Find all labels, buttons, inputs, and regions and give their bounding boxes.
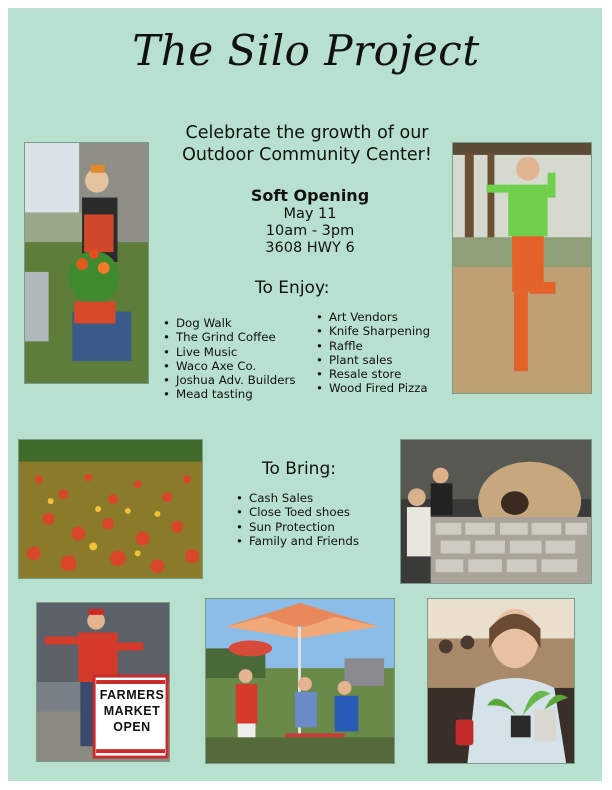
enjoy-item: • Dog Walk (163, 316, 296, 330)
tagline (162, 122, 452, 166)
sign-line-3: OPEN (113, 720, 151, 734)
photo-wildflower-field (18, 439, 203, 579)
flyer-title: The Silo Project (132, 26, 480, 75)
bring-heading: To Bring: (262, 459, 336, 479)
enjoy-item: • Raffle (316, 339, 430, 353)
opening-time: 10am - 3pm (265, 223, 355, 239)
enjoy-item: • Waco Axe Co. (163, 359, 296, 373)
sign-line-2: MARKET (103, 704, 161, 718)
market-sign-text (95, 687, 169, 735)
bring-item: • Cash Sales (236, 491, 359, 505)
enjoy-item: • Plant sales (316, 353, 430, 367)
bring-item: • Close Toed shoes (236, 505, 359, 519)
tagline-line-1: Celebrate the growth of our (185, 123, 429, 143)
sign-line-1: FARMERS (99, 688, 165, 702)
soft-opening-block (220, 186, 400, 257)
enjoy-list-right (316, 310, 430, 396)
photo-market-umbrella (205, 598, 395, 764)
bring-list (236, 491, 359, 548)
enjoy-item: • Joshua Adv. Builders (163, 373, 296, 387)
enjoy-list-left (163, 316, 296, 402)
opening-address: 3608 HWY 6 (265, 240, 355, 256)
bring-item: • Sun Protection (236, 520, 359, 534)
enjoy-item: • The Grind Coffee (163, 330, 296, 344)
photo-man-dancing (452, 142, 592, 394)
soft-opening-heading: Soft Opening (250, 186, 370, 205)
photo-pizza-oven (400, 439, 592, 584)
enjoy-heading: To Enjoy: (255, 278, 330, 298)
tagline-line-2: Outdoor Community Center! (182, 145, 432, 165)
opening-date: May 11 (283, 206, 337, 222)
enjoy-item: • Mead tasting (163, 387, 296, 401)
photo-woman-with-flowers (24, 142, 149, 384)
enjoy-item: • Resale store (316, 367, 430, 381)
enjoy-item: • Knife Sharpening (316, 324, 430, 338)
photo-woman-with-plants (427, 598, 575, 764)
bring-item: • Family and Friends (236, 534, 359, 548)
enjoy-item: • Art Vendors (316, 310, 430, 324)
enjoy-item: • Wood Fired Pizza (316, 381, 430, 395)
enjoy-item: • Live Music (163, 345, 296, 359)
photo-farmers-market-sign (36, 602, 170, 762)
